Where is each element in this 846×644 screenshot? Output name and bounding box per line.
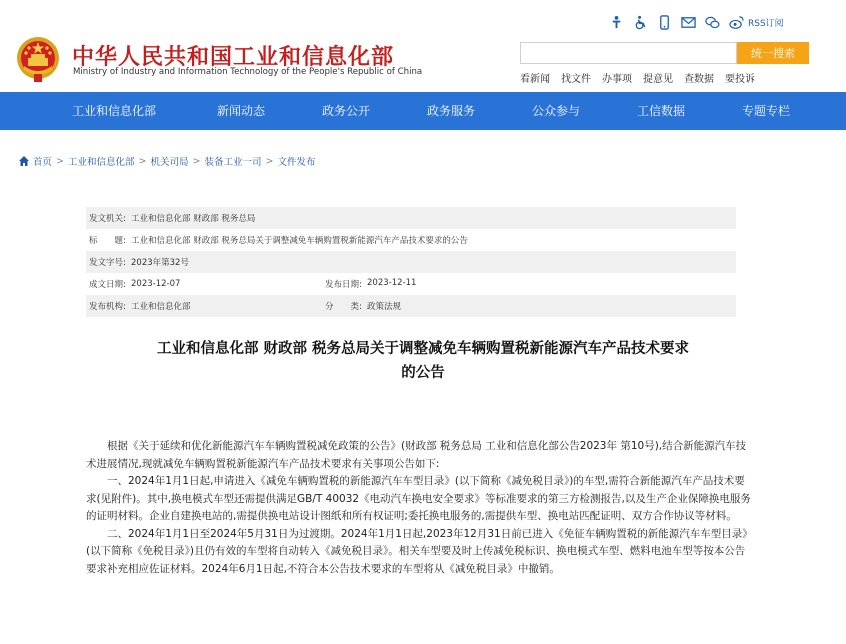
site-header <box>0 0 846 92</box>
breadcrumb-separator: > <box>56 155 64 167</box>
article-title <box>0 337 846 385</box>
breadcrumb <box>18 154 315 168</box>
breadcrumb-documents[interactable]: 文件发布 <box>277 157 316 168</box>
breadcrumb-home[interactable]: 首页 <box>33 157 53 168</box>
article-paragraph: 一、2024年1月1日起,申请进入《减免车辆购置税的新能源汽车车型目录》(以下简称《减免税目录》)的车型,需符合新能源汽车产品技术要求(见附件)。其中,换电模式车型还需提供满足GB/T 40032《电动汽车换电安全要求》等标准要求的第三方检测报告,以及生产企业保障换电服务的证明材料。企业自建换电站的,需提供换电站设计图纸和所有权证明;委托换电服务的,需提供车型、换电站匹配证明、双方合作协议等材料。 <box>86 475 751 522</box>
nav-item-news[interactable]: 新闻动态 <box>217 104 266 118</box>
meta-label: 分 类: <box>325 302 362 312</box>
meta-col2 <box>322 278 416 290</box>
wheelchair-icon[interactable] <box>632 14 649 31</box>
breadcrumb-separator: > <box>265 155 274 167</box>
nav-item-government-affairs[interactable]: 政务公开 <box>322 104 371 118</box>
mail-icon[interactable] <box>680 14 697 31</box>
meta-value: 2023年第32号 <box>131 258 189 268</box>
breadcrumb-departments[interactable]: 机关司局 <box>150 157 189 168</box>
meta-row-body-category <box>86 295 736 317</box>
meta-value: 2023-12-07 <box>131 279 181 289</box>
wechat-icon[interactable] <box>704 14 721 31</box>
quick-link-services[interactable]: 办事项 <box>602 74 632 85</box>
site-title[interactable]: 中华人民共和国工业和信息化部 <box>72 45 395 70</box>
meta-label: 发布机构: <box>89 302 126 312</box>
meta-row-issuer <box>86 207 736 229</box>
quick-link-data[interactable]: 查数据 <box>684 74 714 85</box>
quick-link-news[interactable]: 看新闻 <box>520 74 550 85</box>
breadcrumb-separator: > <box>138 155 147 167</box>
meta-col2 <box>322 300 401 312</box>
rss-subscribe-link[interactable]: RSS订阅 <box>748 18 784 29</box>
meta-row-doc-number <box>86 251 736 273</box>
site-subtitle: Ministry of Industry and Information Technology of the People's Republic of China <box>73 67 423 77</box>
nav-item-data[interactable]: 工信数据 <box>637 104 686 118</box>
meta-row-dates <box>86 273 736 295</box>
quick-link-files[interactable]: 找文件 <box>561 74 591 85</box>
article-paragraph: 二、2024年1月1日至2024年5月31日为过渡期。2024年1月1日起,2023年12月31日前已进入《免征车辆购置税的新能源汽车车型目录》(以下简称《免税目录》)且仍有效的车型将自动转入《减免税目录》。相关车型要及时上传减免税标识、换电模式车型、燃料电池车型等按本公告要求补充相应佐证材料。2024年6月1日起,不符合本公告技术要求的车型将从《减免税目录》中撤销。 <box>86 527 748 575</box>
meta-value: 政策法规 <box>367 302 402 312</box>
meta-label: 发布日期: <box>325 280 362 290</box>
nav-item-special-topics[interactable]: 专题专栏 <box>742 104 791 118</box>
document-meta-table <box>86 207 736 317</box>
meta-label: 发文机关: <box>89 214 126 224</box>
accessibility-mode-icon[interactable] <box>608 14 625 31</box>
nav-item-public-participation[interactable]: 公众参与 <box>532 104 581 118</box>
national-emblem-icon[interactable] <box>16 36 60 82</box>
mobile-icon[interactable] <box>656 14 673 31</box>
meta-value: 工业和信息化部 财政部 税务总局 <box>131 214 256 224</box>
article-title-line: 的公告 <box>401 365 445 381</box>
nav-item-ministry[interactable]: 工业和信息化部 <box>72 104 157 118</box>
meta-label: 成文日期: <box>89 280 126 290</box>
main-nav <box>0 92 846 130</box>
quick-links <box>520 70 755 85</box>
search-button[interactable]: 统一搜索 <box>737 42 809 64</box>
meta-row-title <box>86 229 736 251</box>
quick-link-feedback[interactable]: 提意见 <box>643 74 673 85</box>
nav-item-government-services[interactable]: 政务服务 <box>427 104 476 118</box>
meta-value: 2023-12-11 <box>367 278 417 288</box>
breadcrumb-ministry[interactable]: 工业和信息化部 <box>67 157 135 168</box>
meta-value: 工业和信息化部 财政部 税务总局关于调整减免车辆购置税新能源汽车产品技术要求的公告 <box>131 236 468 246</box>
top-utility-bar <box>608 12 784 32</box>
meta-label: 标 题: <box>89 236 126 246</box>
weibo-icon[interactable] <box>728 14 745 31</box>
breadcrumb-equipment-dept[interactable]: 装备工业一司 <box>204 157 262 168</box>
search-input[interactable] <box>520 42 737 64</box>
article-title-line: 工业和信息化部 财政部 税务总局关于调整减免车辆购置税新能源汽车产品技术要求 <box>156 341 690 357</box>
quick-link-complaint[interactable]: 要投诉 <box>725 74 755 85</box>
meta-value: 工业和信息化部 <box>131 302 191 312</box>
home-icon <box>18 155 30 167</box>
breadcrumb-separator: > <box>192 155 201 167</box>
article-body <box>86 438 752 578</box>
article-paragraph: 根据《关于延续和优化新能源汽车车辆购置税减免政策的公告》(财政部 税务总局 工业和信息化部公告2023年 第10号),结合新能源汽车技术进展情况,现就减免车辆购置税新能源汽车产品技术要求有关事项公告如下: <box>86 440 747 470</box>
meta-label: 发文字号: <box>89 258 126 268</box>
